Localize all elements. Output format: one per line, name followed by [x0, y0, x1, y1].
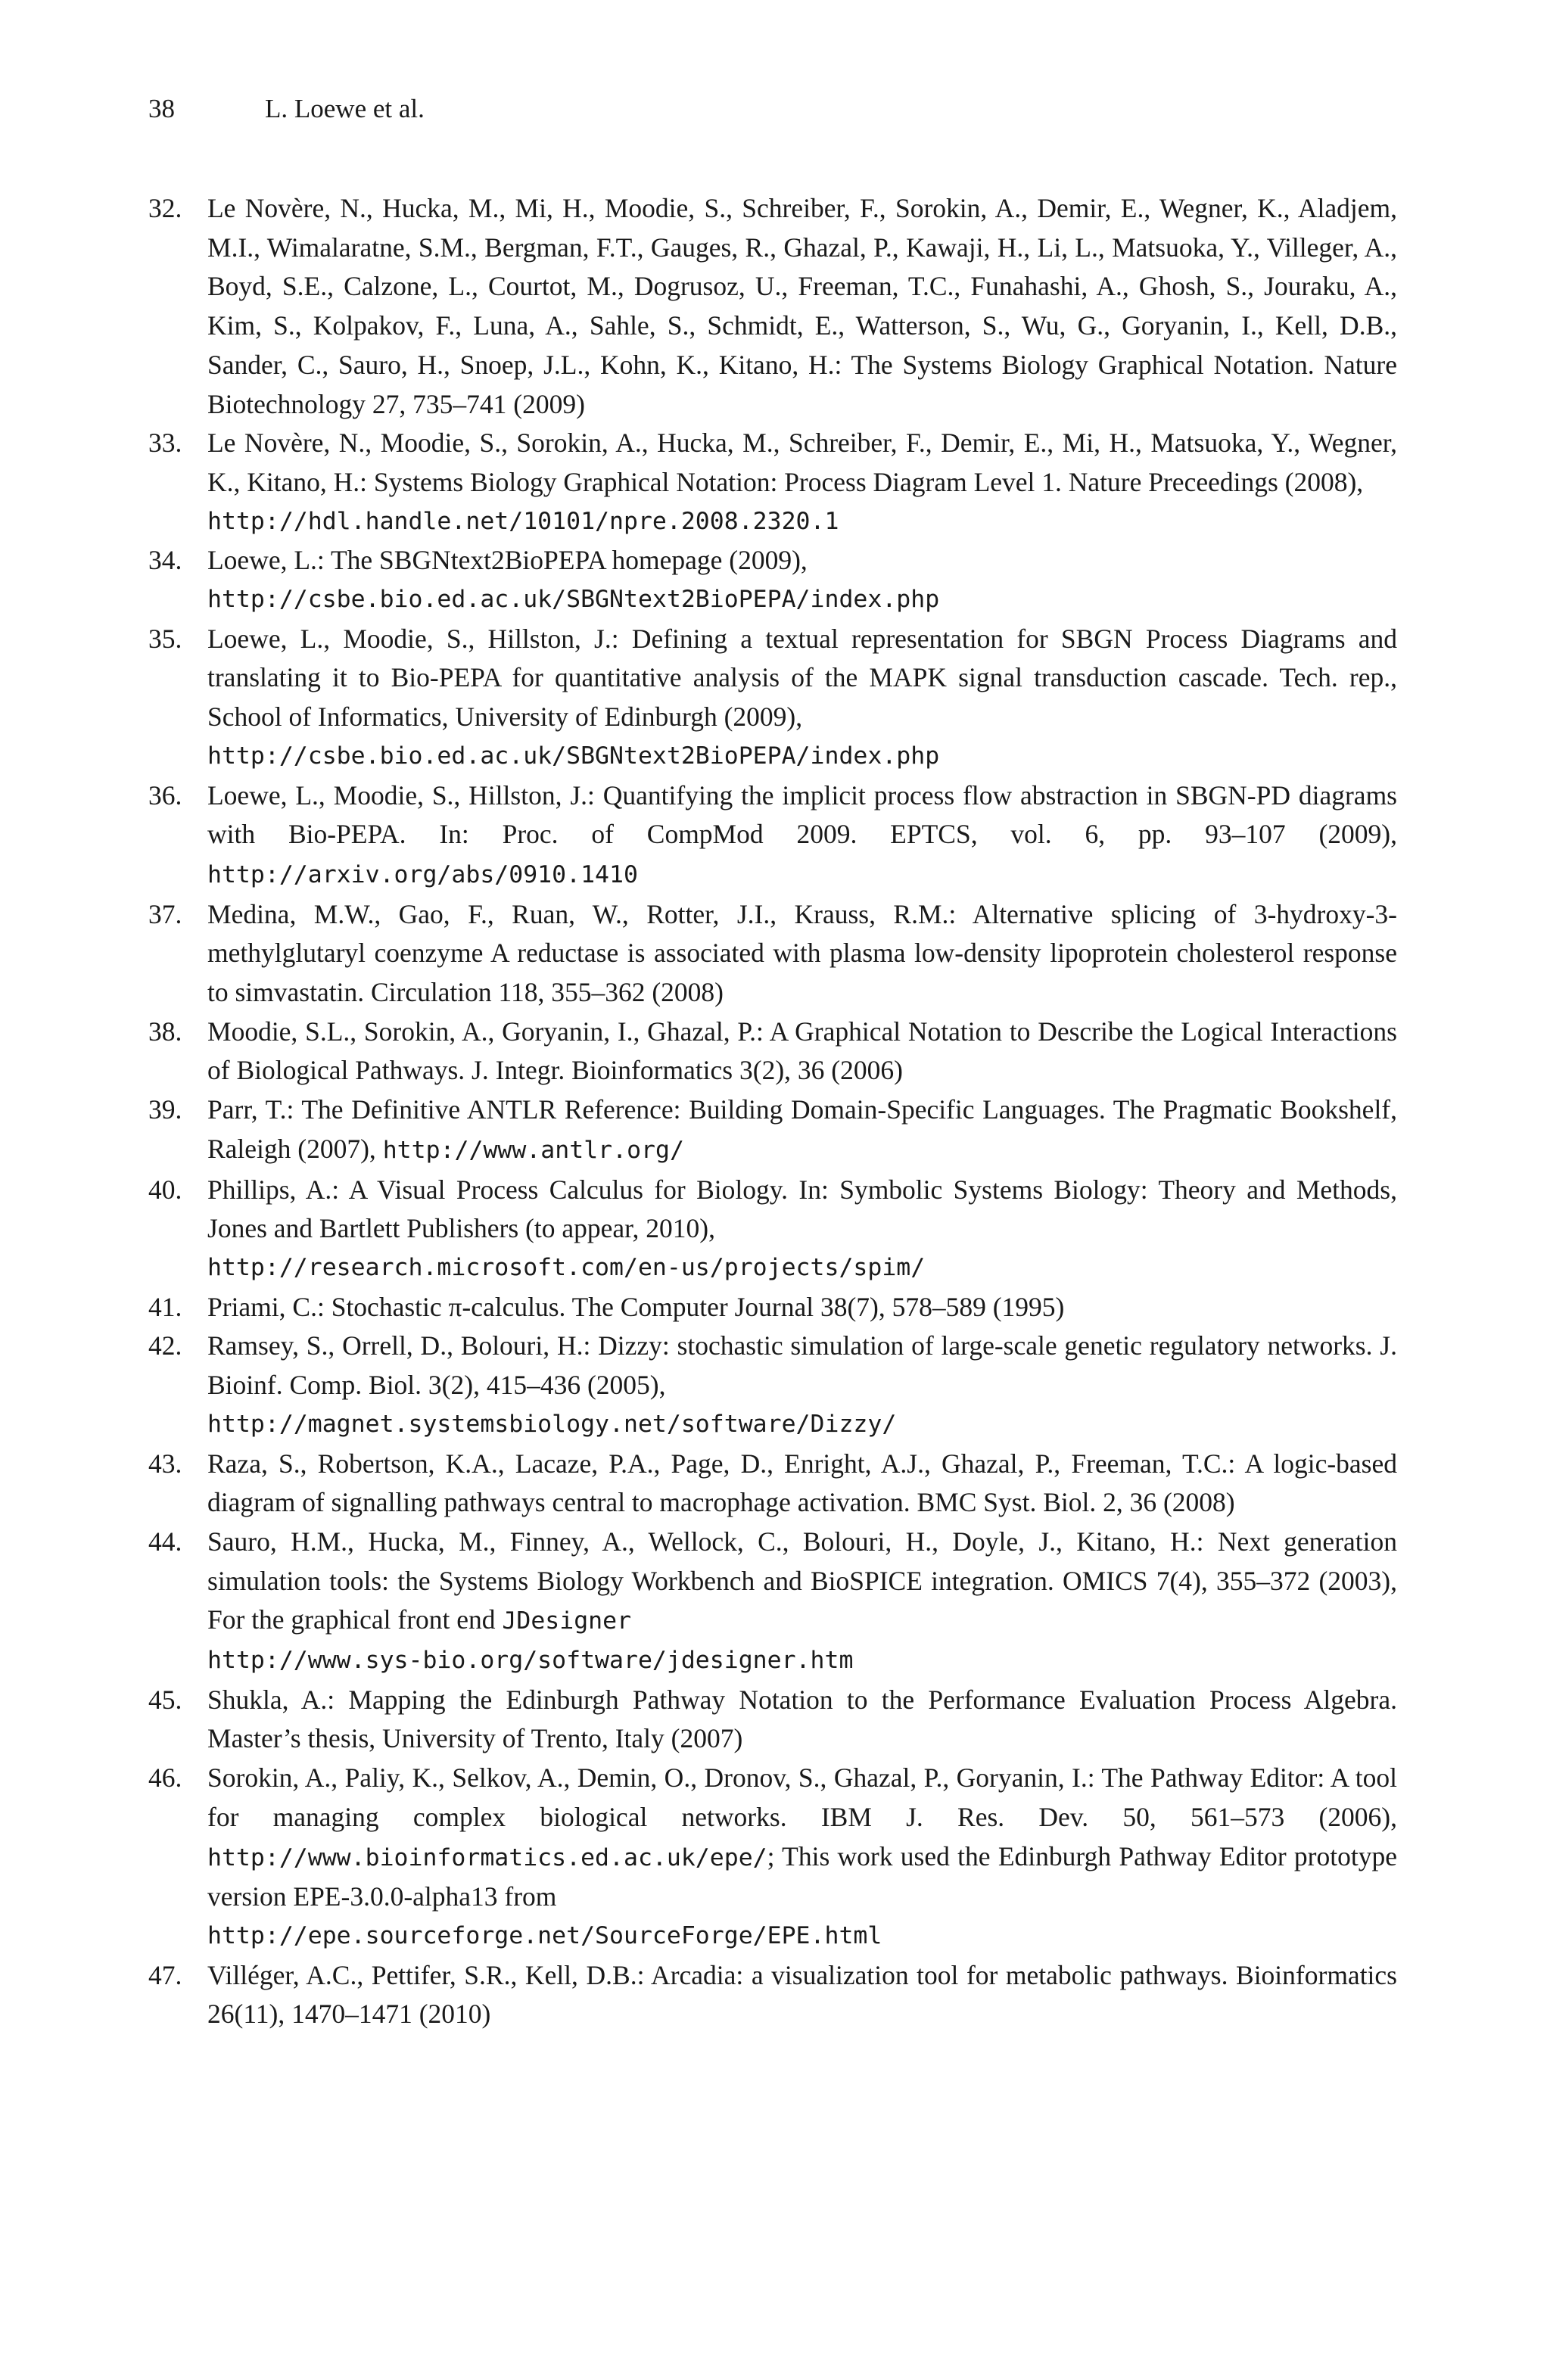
reference-body — [207, 1174, 1397, 1288]
reference-item — [148, 1090, 1397, 1170]
reference-url: JDesigner — [502, 1607, 632, 1635]
reference-number: 36. — [148, 779, 182, 810]
reference-body — [207, 193, 1397, 419]
reference-body — [207, 428, 1397, 541]
reference-number: 33. — [148, 428, 182, 459]
reference-body — [207, 1448, 1397, 1518]
reference-number: 44. — [148, 1526, 182, 1557]
reference-text: Loewe, L., Moodie, S., Hillston, J.: Defining a textual representation for SBGN Process Diagrams and translating it to Bio-PEPA for quantitative analysis of the MAPK signal transduction cascade. Tech. rep., School of Informatics, University of Edinburgh (2009), — [207, 623, 1397, 733]
reference-item — [148, 541, 1397, 619]
reference-url: http://www.bioinformatics.ed.ac.uk/epe/ — [207, 1843, 767, 1871]
reference-body — [207, 1526, 1397, 1681]
reference-url: http://csbe.bio.ed.ac.uk/SBGNtext2BioPEPA/index.php — [207, 586, 940, 614]
reference-text: Phillips, A.: A Visual Process Calculus for Biology. In: Symbolic Systems Biology: Theory and Methods, Jones and Bartlett Publishers (to appear, 2010), — [207, 1174, 1397, 1244]
reference-text: ; This work used the Edinburgh Pathway Editor prototype version EPE-3.0.0-alpha13 from — [207, 1840, 1397, 1912]
reference-text: Villéger, A.C., Pettifer, S.R., Kell, D.B.: Arcadia: a visualization tool for metabolic pathways. Bioinformatics 26(11), 1470–1471 (2010) — [207, 1959, 1397, 2030]
reference-body — [207, 899, 1397, 1007]
reference-body — [207, 780, 1397, 888]
reference-text: Sauro, H.M., Hucka, M., Finney, A., Wellock, C., Bolouri, H., Doyle, J., Kitano, H.: Next generation simulation tools: the Systems Biology Workbench and BioSPICE integration. OMICS 7(4), 355–372 (2003), For the graphical front end — [207, 1526, 1397, 1635]
reference-text: Moodie, S.L., Sorokin, A., Goryanin, I., Ghazal, P.: A Graphical Notation to Describe the Logical Interactions of Biological Pathways. J. Integr. Bioinformatics 3(2), 36 (2006) — [207, 1016, 1397, 1086]
reference-item — [148, 424, 1397, 541]
reference-text: Parr, T.: The Definitive ANTLR Reference: Building Domain-Specific Languages. The Pragmatic Bookshelf, Raleigh (2007), — [207, 1094, 1397, 1164]
reference-url: http://www.antlr.org/ — [382, 1136, 684, 1164]
reference-body — [207, 1016, 1397, 1086]
reference-body — [207, 1292, 1064, 1322]
reference-number: 46. — [148, 1762, 182, 1794]
reference-item — [148, 620, 1397, 776]
reference-body — [207, 545, 1397, 619]
reference-number: 39. — [148, 1094, 182, 1125]
reference-url: http://arxiv.org/abs/0910.1410 — [207, 860, 638, 888]
reference-number: 40. — [148, 1174, 182, 1205]
reference-item — [148, 1956, 1397, 2034]
reference-url: http://hdl.handle.net/10101/npre.2008.2320.1 — [207, 507, 839, 535]
reference-text: Sorokin, A., Paliy, K., Selkov, A., Demin, O., Dronov, S., Ghazal, P., Goryanin, I.: The Pathway Editor: A tool for managing complex biological networks. IBM J. Res. Dev. 50, 561–573 (2006), — [207, 1762, 1397, 1832]
reference-text: Ramsey, S., Orrell, D., Bolouri, H.: Dizzy: stochastic simulation of large-scale genetic regulatory networks. J. Bioinf. Comp. Biol. 3(2), 415–436 (2005), — [207, 1330, 1397, 1401]
reference-number: 32. — [148, 193, 182, 223]
reference-number: 34. — [148, 545, 182, 576]
reference-body — [207, 624, 1397, 776]
reference-number: 42. — [148, 1330, 182, 1361]
reference-item — [148, 1171, 1397, 1288]
reference-url: http://www.sys-bio.org/software/jdesigner.htm — [207, 1647, 854, 1675]
reference-item — [148, 1013, 1397, 1090]
reference-number: 38. — [148, 1016, 182, 1047]
reference-item — [148, 1681, 1397, 1759]
reference-item — [148, 1288, 1397, 1327]
page-number: 38 — [148, 94, 175, 123]
reference-item — [148, 1445, 1397, 1523]
reference-body — [207, 1762, 1397, 1956]
reference-url: http://research.microsoft.com/en-us/projects/spim/ — [207, 1253, 926, 1281]
reference-list — [148, 189, 1397, 2034]
reference-body — [207, 1330, 1397, 1444]
running-title: L. Loewe et al. — [265, 94, 425, 123]
reference-number: 43. — [148, 1448, 182, 1479]
reference-url: http://epe.sourceforge.net/SourceForge/EPE.html — [207, 1921, 882, 1949]
reference-item — [148, 776, 1397, 895]
reference-url: http://magnet.systemsbiology.net/software/Dizzy/ — [207, 1410, 897, 1438]
reference-url: http://csbe.bio.ed.ac.uk/SBGNtext2BioPEPA/index.php — [207, 742, 940, 770]
running-head — [148, 94, 425, 124]
reference-number: 45. — [148, 1684, 182, 1715]
reference-text: Medina, M.W., Gao, F., Ruan, W., Rotter, J.I., Krauss, R.M.: Alternative splicing of 3-hydroxy-3-methylglutaryl coenzyme A reductase is associated with plasma low-density lipoprotein cholesterol response to simvastatin. Circulation 118, 355–362 (2008) — [207, 898, 1397, 1008]
reference-body — [207, 1094, 1397, 1164]
reference-number: 37. — [148, 898, 182, 929]
reference-body — [207, 1685, 1397, 1754]
reference-text: Loewe, L., Moodie, S., Hillston, J.: Quantifying the implicit process flow abstraction in SBGN-PD diagrams with Bio-PEPA. In: Proc. of CompMod 2009. EPTCS, vol. 6, pp. 93–107 (2009), — [207, 779, 1397, 850]
reference-number: 41. — [148, 1291, 182, 1322]
reference-item — [148, 1759, 1397, 1956]
reference-text: Loewe, L.: The SBGNtext2BioPEPA homepage (2009), — [207, 545, 808, 576]
reference-text: Shukla, A.: Mapping the Edinburgh Pathway Notation to the Performance Evaluation Process Algebra. Master’s thesis, University of Trento, Italy (2007) — [207, 1684, 1397, 1754]
reference-item — [148, 1327, 1397, 1444]
reference-number: 35. — [148, 623, 182, 654]
reference-number: 47. — [148, 1959, 182, 1990]
reference-text: Raza, S., Robertson, K.A., Lacaze, P.A., Page, D., Enright, A.J., Ghazal, P., Freeman, T.C.: A logic-based diagram of signalling pathways central to macrophage activation. BMC Syst. Biol. 2, 36 (2008) — [207, 1448, 1397, 1518]
reference-item — [148, 1523, 1397, 1681]
reference-item — [148, 189, 1397, 424]
reference-item — [148, 895, 1397, 1013]
reference-text: Priami, C.: Stochastic π-calculus. The Computer Journal 38(7), 578–589 (1995) — [207, 1291, 1065, 1322]
reference-text: Le Novère, N., Hucka, M., Mi, H., Moodie, S., Schreiber, F., Sorokin, A., Demir, E., Wegner, K., Aladjem, M.I., Wimalaratne, S.M., Bergman, F.T., Gauges, R., Ghazal, P., Kawaji, H., Li, L., Matsuoka, Y., Villeger, A., Boyd, S.E., Calzone, L., Courtot, M., Dogrusoz, U., Freeman, T.C., Funahashi, A., Ghosh, S., Jouraku, A., Kim, S., Kolpakov, F., Luna, A., Sahle, S., Schmidt, E., Watterson, S., Wu, G., Goryanin, I., Kell, D.B., Sander, C., Sauro, H., Snoep, J.L., Kohn, K., Kitano, H.: The Systems Biology Graphical Notation. Nature Biotechnology 27, 735–741 (2009) — [207, 193, 1397, 419]
reference-text: Le Novère, N., Moodie, S., Sorokin, A., Hucka, M., Schreiber, F., Demir, E., Mi, H., Matsuoka, Y., Wegner, K., Kitano, H.: Systems Biology Graphical Notation: Process Diagram Level 1. Nature Preceedings (2008), — [207, 428, 1397, 497]
reference-body — [207, 1960, 1397, 2030]
